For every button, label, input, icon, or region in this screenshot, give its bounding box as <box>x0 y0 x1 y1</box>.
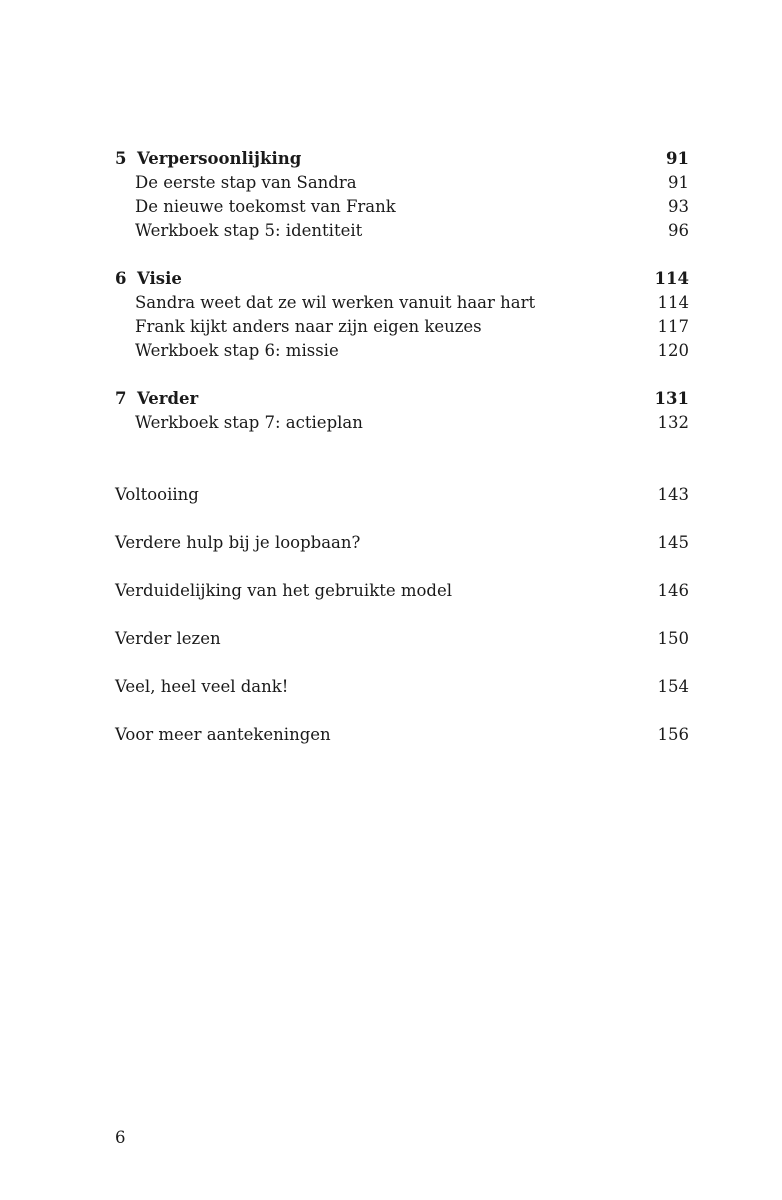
entry-page-number: 143 <box>657 485 689 504</box>
chapter-number: 7 <box>115 389 127 408</box>
chapter-title: Verder <box>137 389 199 408</box>
entry-title: De nieuwe toekomst van Frank <box>135 197 396 216</box>
entry-page-number: 145 <box>657 533 689 552</box>
table-of-contents <box>115 147 689 747</box>
toc-entry <box>115 171 689 195</box>
chapter-heading <box>115 267 182 291</box>
entry-page-number: 150 <box>657 629 689 648</box>
entry-title: Verdere hulp bij je loopbaan? <box>115 533 361 552</box>
chapter-heading <box>115 387 198 411</box>
spacer <box>115 603 689 627</box>
entry-page-number: 91 <box>668 173 689 192</box>
folio-page-number: 6 <box>115 1128 126 1147</box>
spacer <box>115 555 689 579</box>
toc-backmatter-entry <box>115 531 689 555</box>
entry-page-number: 96 <box>668 221 689 240</box>
toc-chapter-7 <box>115 387 689 411</box>
toc-backmatter-entry <box>115 723 689 747</box>
toc-chapter-6 <box>115 267 689 291</box>
toc-backmatter-entry <box>115 483 689 507</box>
chapter-title: Visie <box>137 269 182 288</box>
toc-backmatter-entry <box>115 579 689 603</box>
entry-page-number: 146 <box>657 581 689 600</box>
entry-title: Werkboek stap 6: missie <box>135 341 339 360</box>
entry-title: Sandra weet dat ze wil werken vanuit haar hart <box>135 293 536 312</box>
spacer <box>115 243 689 267</box>
entry-page-number: 93 <box>668 197 689 216</box>
spacer <box>115 507 689 531</box>
entry-page-number: 154 <box>657 677 689 696</box>
toc-entry <box>115 291 689 315</box>
chapter-title: Verpersoonlijking <box>137 149 302 168</box>
toc-entry <box>115 195 689 219</box>
toc-entry <box>115 315 689 339</box>
entry-title: Veel, heel veel dank! <box>115 677 289 696</box>
toc-entry <box>115 339 689 363</box>
entry-title: Voor meer aantekeningen <box>115 725 331 744</box>
toc-backmatter-entry <box>115 627 689 651</box>
chapter-page-number: 114 <box>654 269 689 288</box>
chapter-page-number: 91 <box>666 149 689 168</box>
entry-title: De eerste stap van Sandra <box>135 173 357 192</box>
spacer <box>115 435 689 483</box>
toc-entry <box>115 219 689 243</box>
toc-chapter-5 <box>115 147 689 171</box>
toc-entry <box>115 411 689 435</box>
spacer <box>115 363 689 387</box>
chapter-number: 6 <box>115 269 127 288</box>
chapter-page-number: 131 <box>654 389 689 408</box>
spacer <box>115 699 689 723</box>
entry-title: Frank kijkt anders naar zijn eigen keuzes <box>135 317 482 336</box>
entry-title: Werkboek stap 7: actieplan <box>135 413 363 432</box>
spacer <box>115 651 689 675</box>
chapter-number: 5 <box>115 149 127 168</box>
entry-page-number: 120 <box>657 341 689 360</box>
entry-page-number: 117 <box>657 317 689 336</box>
entry-title: Voltooiing <box>115 485 199 504</box>
entry-title: Verder lezen <box>115 629 221 648</box>
entry-title: Werkboek stap 5: identiteit <box>135 221 363 240</box>
entry-page-number: 114 <box>657 293 689 312</box>
toc-backmatter-entry <box>115 675 689 699</box>
chapter-heading <box>115 147 301 171</box>
entry-page-number: 156 <box>657 725 689 744</box>
entry-page-number: 132 <box>657 413 689 432</box>
entry-title: Verduidelijking van het gebruikte model <box>115 581 453 600</box>
